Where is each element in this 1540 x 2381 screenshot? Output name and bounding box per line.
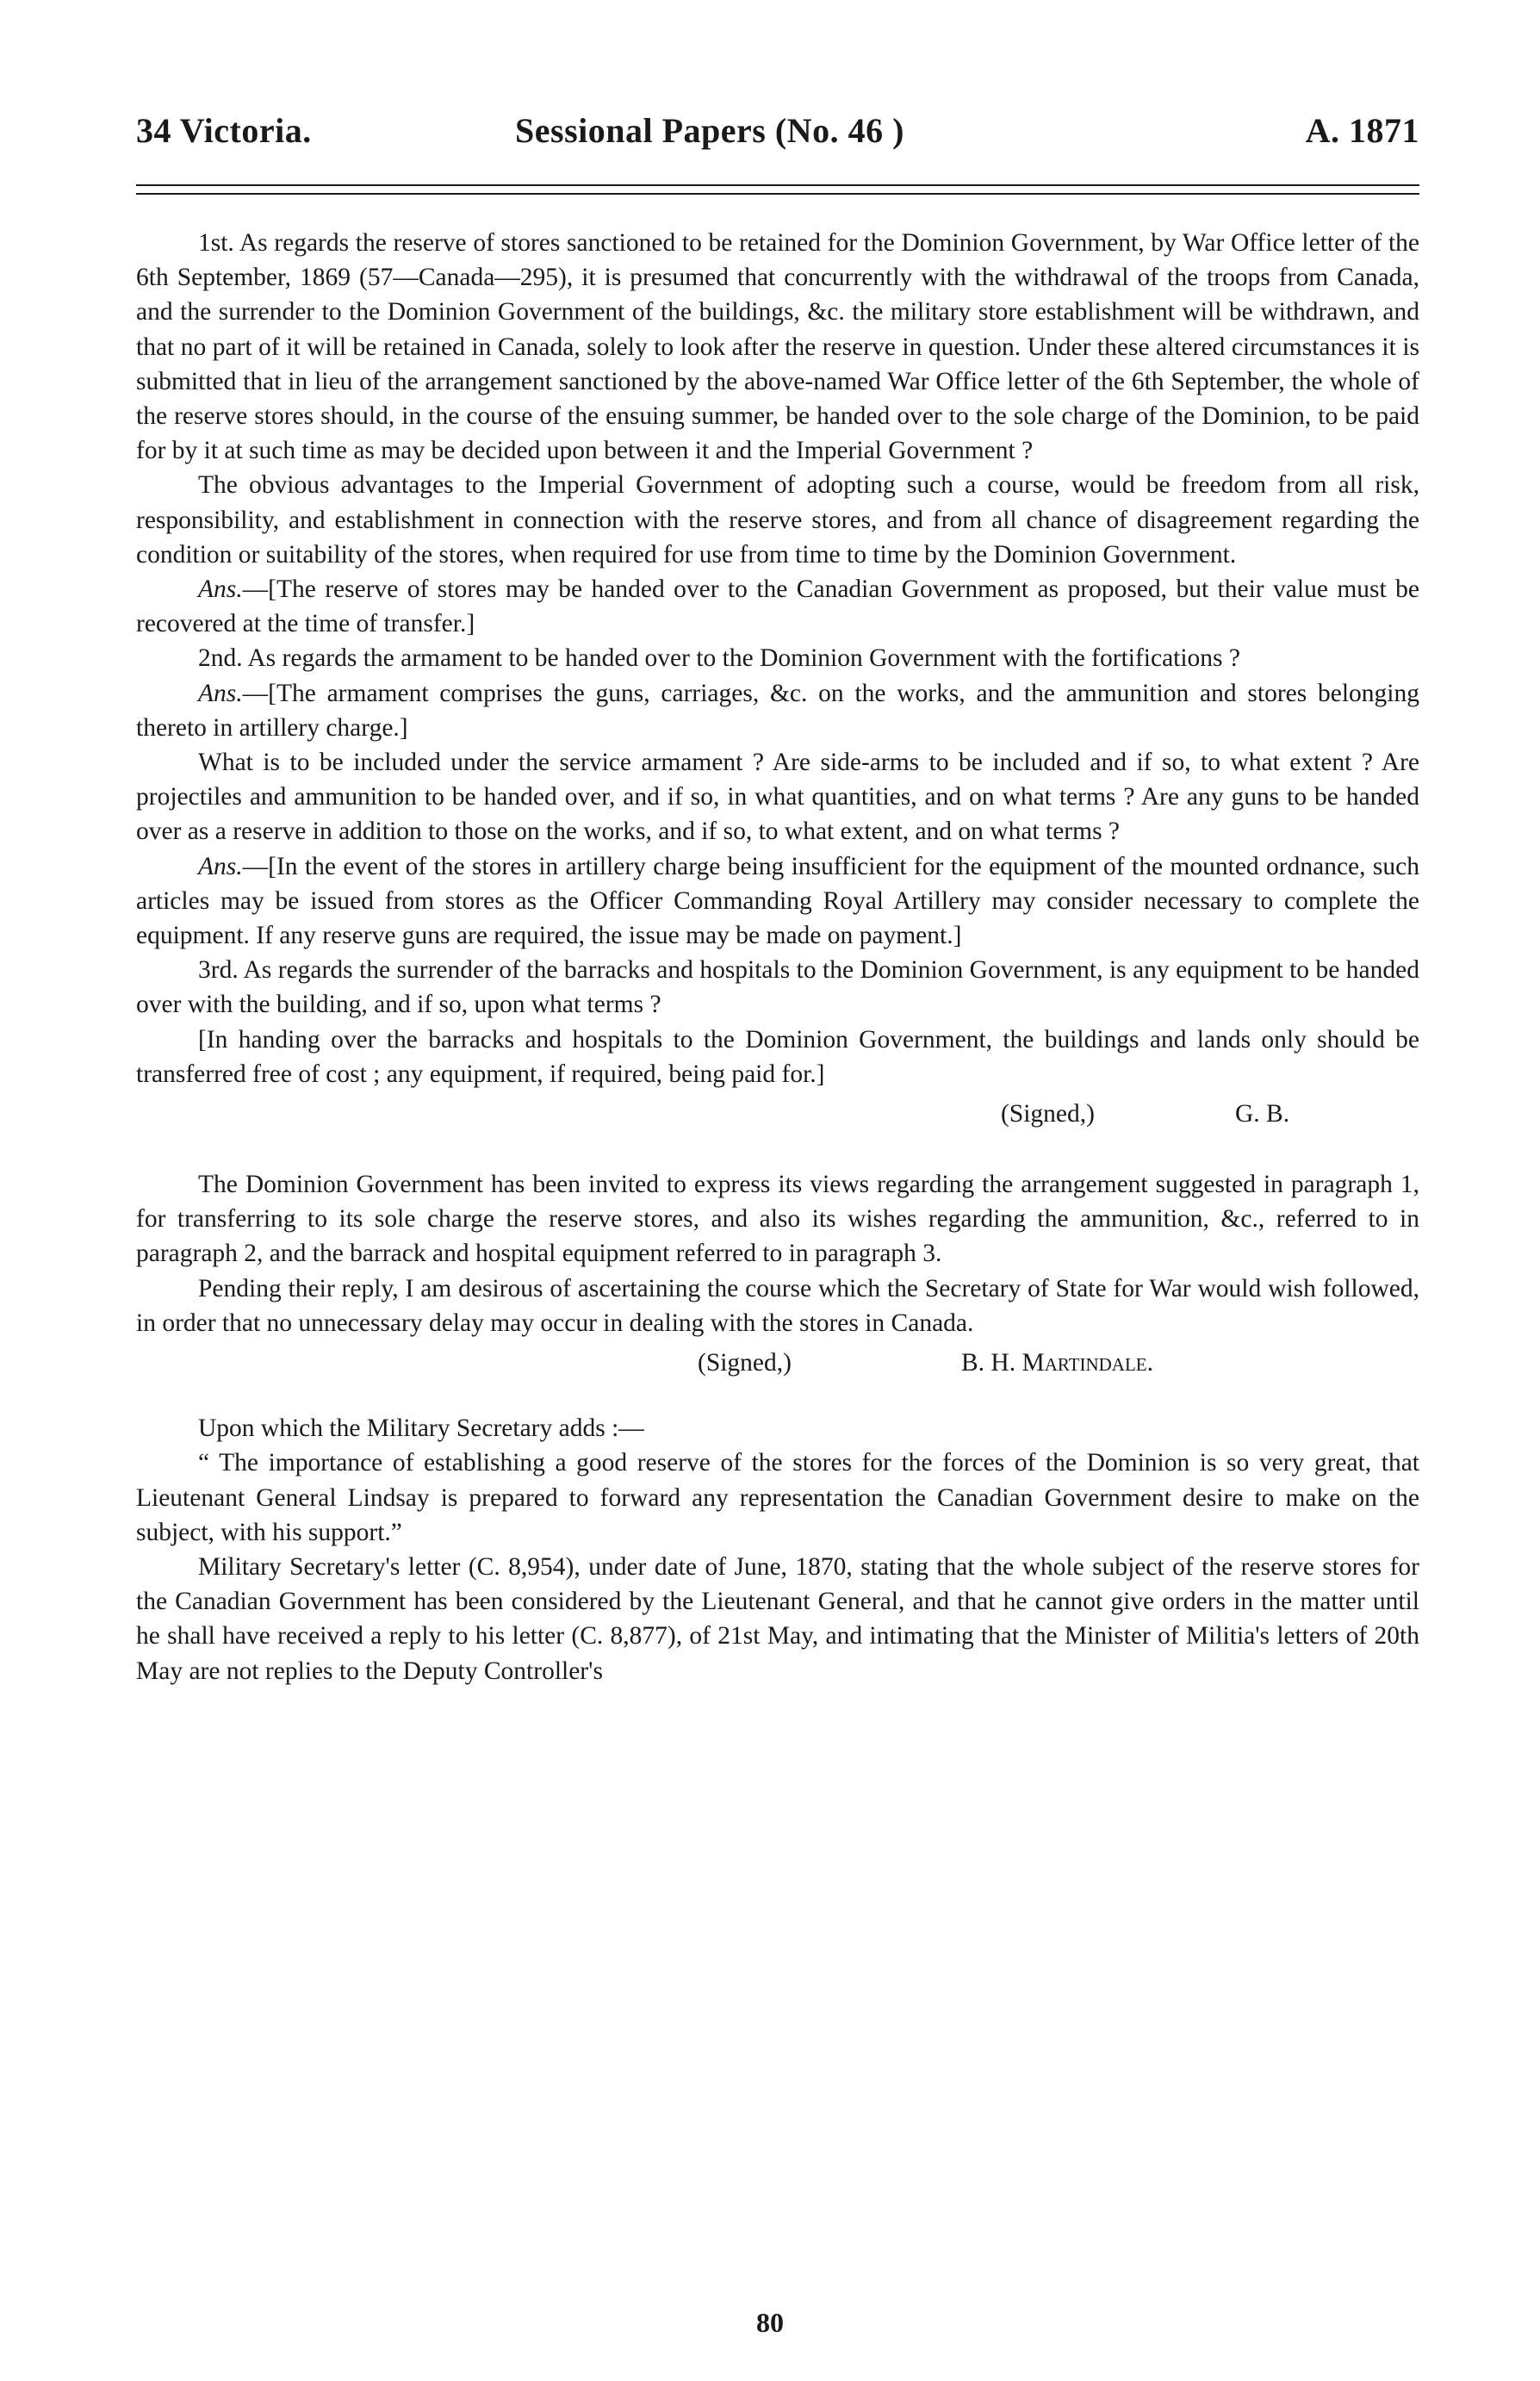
- answer-text: —[The armament comprises the guns, carriages, &c. on the works, and the ammunition and stores belonging thereto in artillery charge.]: [136, 679, 1419, 742]
- signed-label: (Signed,): [1001, 1100, 1095, 1128]
- answer-1: [136, 572, 1419, 641]
- paragraph-barracks-answer: [In handing over the barracks and hospitals to the Dominion Government, the buildings and lands only should be transferred free of cost ; any equipment, if required, being paid for.]: [136, 1025, 1419, 1088]
- answer-label: Ans.: [198, 575, 243, 604]
- document-body: [136, 226, 1419, 1688]
- paragraph-secretary-letter: Military Secretary's letter (C. 8,954), under date of June, 1870, stating that the whole subject of the reserve stores for the Canadian Government has been considered by the Lieutenant General, and that he cannot give orders in the matter until he shall have received a reply to his letter (C. 8,877), of 21st May, and intimating that the Minister of Militia's letters of 20th May are not replies to the Deputy Controller's: [136, 1552, 1419, 1685]
- signatory-name: G. B.: [1235, 1100, 1290, 1128]
- paragraph-dominion-invited: The Dominion Government has been invited to express its views regarding the arrangement suggested in paragraph 1, for transferring to its sole charge the reserve stores, and also its wishes regarding the ammunition, &c., referred to in paragraph 2, and the barrack and hospital equipment referred to in paragraph 3.: [136, 1171, 1419, 1268]
- page-header: [136, 110, 1419, 162]
- paragraph-service-armament: What is to be included under the service armament ? Are side-arms to be included and if so, to what extent ? Are projectiles and ammunition to be handed over, and if so, in what quantities, and on what terms ? Are any guns to be handed over as a reserve in addition to those on the works, and if so, to what extent, and on what terms ?: [136, 749, 1419, 846]
- answer-3: [136, 849, 1419, 954]
- header-rule-top: [136, 184, 1419, 186]
- signature-block-1: [136, 1091, 1419, 1136]
- page-number: 80: [756, 2307, 784, 2338]
- answer-label: Ans.: [198, 679, 243, 707]
- paragraph-pending-reply: Pending their reply, I am desirous of ascertaining the course which the Secretary of State for War would wish followed, in order that no unnecessary delay may occur in dealing with the stores in Canada.: [136, 1274, 1419, 1337]
- paragraph-1st: 1st. As regards the reserve of stores sanctioned to be retained for the Dominion Government, by War Office letter of the 6th September, 1869 (57—Canada—295), it is presumed that concurrently with the withdrawal of the troops from Canada, and the surrender to the Dominion Government of the buildings, &c. the military store establishment will be withdrawn, and that no part of it will be retained in Canada, solely to look after the reserve in question. Under these altered circumstances it is submitted that in lieu of the arrangement sanctioned by the above-named War Office letter of the 6th September, the whole of the reserve stores should, in the course of the ensuing summer, be handed over to the sole charge of the Dominion, to be paid for by it at such time as may be decided upon between it and the Imperial Government ?: [136, 229, 1419, 465]
- paragraph-3rd: 3rd. As regards the surrender of the barracks and hospitals to the Dominion Government, is any equipment to be handed over with the building, and if so, upon what terms ?: [136, 956, 1419, 1019]
- header-year: A. 1871: [1305, 111, 1419, 150]
- paragraph-advantages: The obvious advantages to the Imperial Government of adopting such a course, would be freedom from all risk, responsibility, and establishment in connection with the reserve stores, and from all chance of disagreement regarding the condition or suitability of the stores, when required for use from time to time by the Dominion Government.: [136, 471, 1419, 569]
- header-rule-bottom: [136, 193, 1419, 195]
- answer-text: —[In the event of the stores in artillery charge being insufficient for the equipment of the mounted ordnance, such articles may be issued from stores as the Officer Commanding Royal Artillery may consider necessary to complete the equipment. If any reserve guns are required, the issue may be made on payment.]: [136, 852, 1419, 950]
- paragraph-quotation: “ The importance of establishing a good reserve of the stores for the forces of the Dominion is so very great, that Lieutenant General Lindsay is prepared to forward any representation the Canadian Government desire to make on the subject, with his support.”: [136, 1449, 1419, 1546]
- header-session: 34 Victoria.: [136, 111, 312, 150]
- answer-label: Ans.: [198, 852, 243, 880]
- signatory-name: B. H. Martindale.: [961, 1349, 1153, 1377]
- paragraph-2nd: 2nd. As regards the armament to be handed over to the Dominion Government with the fortifications ?: [198, 644, 1241, 673]
- answer-2: [136, 676, 1419, 745]
- paragraph-military-secretary: Upon which the Military Secretary adds :—: [198, 1414, 644, 1443]
- signature-block-2: [136, 1340, 1419, 1385]
- signed-label: (Signed,): [698, 1349, 792, 1377]
- answer-text: —[The reserve of stores may be handed over to the Canadian Government as proposed, but their value must be recovered at the time of transfer.]: [136, 575, 1419, 638]
- header-title: Sessional Papers (No. 46 ): [515, 111, 904, 150]
